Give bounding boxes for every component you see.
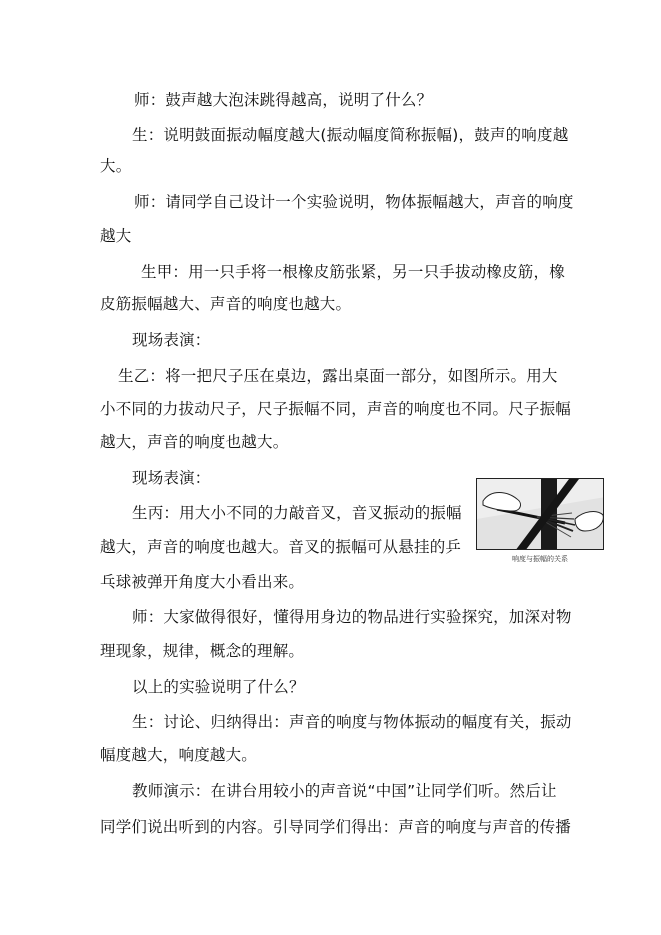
paragraph-line: 教师演示：在讲台用较小的声音说“中国”让同学们听。然后让 [132, 782, 557, 800]
ruler-vibration-figure [476, 478, 604, 568]
paragraph-line: 皮筋振幅越大、声音的响度也越大。 [100, 295, 352, 313]
paragraph-line: 乓球被弹开角度大小看出来。 [100, 573, 305, 591]
paragraph-line: 同学们说出听到的内容。引导同学们得出：声音的响度与声音的传播 [100, 818, 572, 836]
paragraph-line: 幅度越大，响度越大。 [100, 746, 258, 764]
paragraph-line: 理现象，规律，概念的理解。 [100, 642, 305, 660]
paragraph-line: 小不同的力拔动尺子，尺子振幅不同，声音的响度也不同。尺子振幅 [100, 400, 572, 418]
paragraph-line: 生丙：用大小不同的力敲音叉，音叉振动的振幅 [132, 504, 462, 522]
figure-caption: 响度与振幅的关系 [512, 555, 568, 563]
paragraph-line: 生：讨论、归纳得出：声音的响度与物体振动的幅度有关，振动 [132, 713, 572, 731]
paragraph-line: 生：说明鼓面振动幅度越大(振动幅度简称振幅)，鼓声的响度越 [132, 126, 569, 144]
ruler-drawing [477, 479, 604, 550]
paragraph-line: 大。 [100, 157, 132, 175]
paragraph-line: 生乙：将一把尺子压在桌边，露出桌面一部分，如图所示。用大 [118, 367, 558, 385]
paragraph-line: 现场表演： [132, 469, 211, 487]
paragraph-line: 师：鼓声越大泡沫跳得越高，说明了什么？ [134, 91, 433, 109]
paragraph-line: 师：请同学自己设计一个实验说明，物体振幅越大，声音的响度 [134, 193, 574, 211]
paragraph-line: 师：大家做得很好，懂得用身边的物品进行实验探究，加深对物 [132, 608, 572, 626]
paragraph-line: 现场表演： [132, 331, 211, 349]
paragraph-line: 以上的实验说明了什么？ [132, 678, 305, 696]
paragraph-line: 越大，声音的响度也越大。 [100, 433, 289, 451]
paragraph-line: 越大，声音的响度也越大。音叉的振幅可从悬挂的乒 [100, 538, 462, 556]
ruler-illustration [476, 478, 604, 550]
paragraph-line: 生甲：用一只手将一根橡皮筋张紧，另一只手拔动橡皮筋，橡 [141, 263, 565, 281]
paragraph-line: 越大 [100, 227, 132, 245]
